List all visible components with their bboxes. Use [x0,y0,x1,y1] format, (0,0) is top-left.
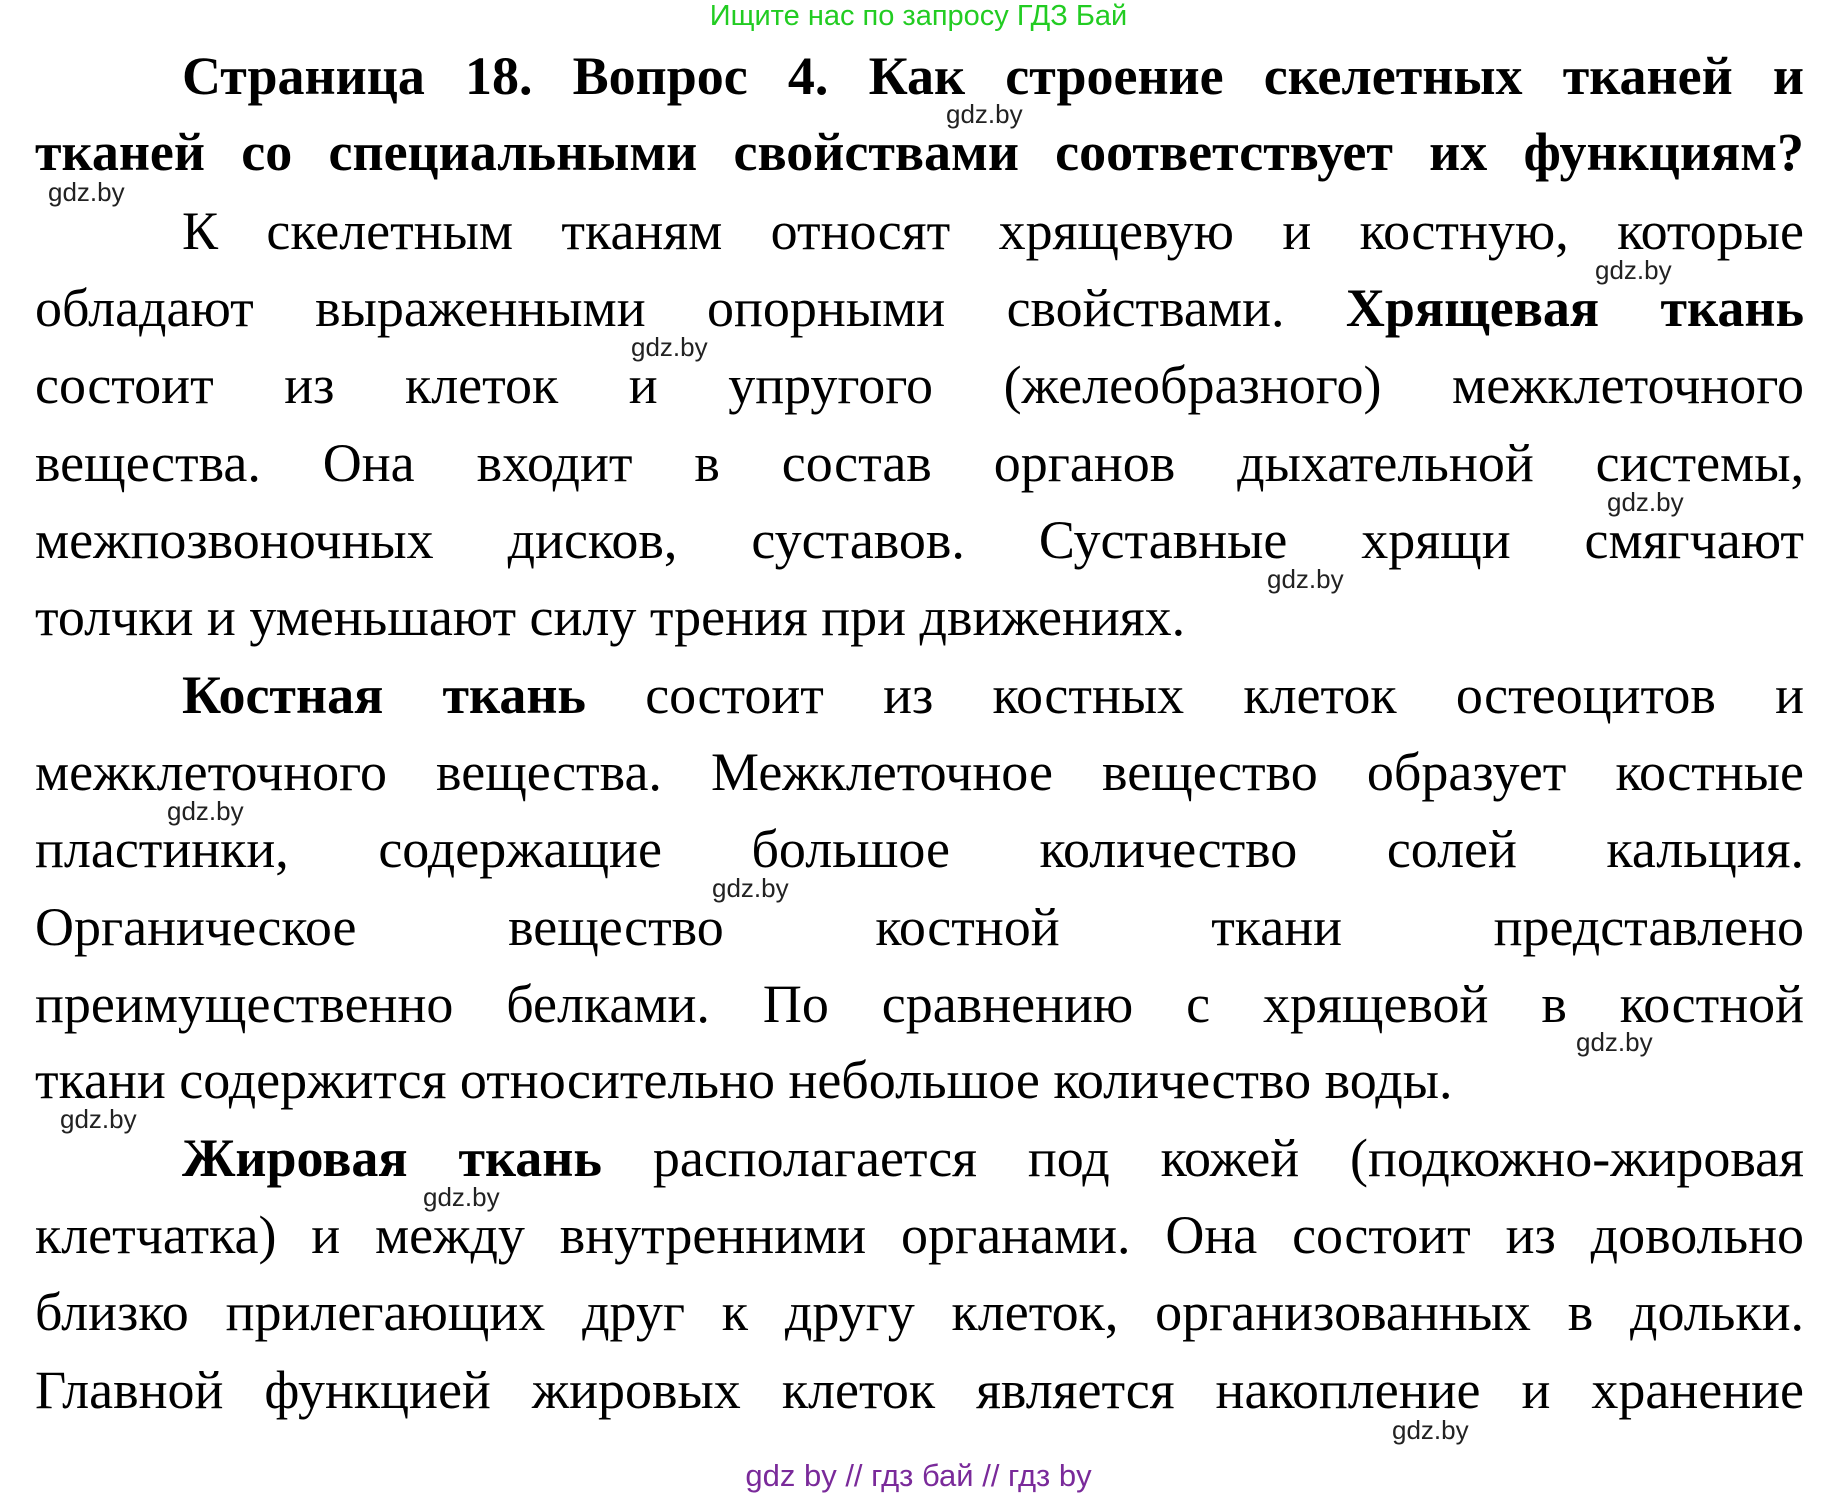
text-span: пластинки, содержащие большое количество солей кальция. [35,819,1804,879]
bold-term: Страница 18. Вопрос 4. Как строение скелетных тканей и [182,46,1804,106]
text-line [35,1360,1804,1420]
text-span: обладают выраженными опорными свойствами. [35,278,1346,338]
text-line [35,897,1804,957]
text-line [182,1128,1804,1188]
gdz-watermark: gdz.by [1267,564,1344,594]
text-span: состоит из клеток и упругого (желеобразного) межклеточного [35,355,1804,415]
footer-links[interactable]: gdz by // гдз бай // гдз by [745,1458,1092,1493]
question-title-line [35,122,1804,182]
text-line [35,742,1804,802]
gdz-watermark: gdz.by [1576,1027,1653,1057]
gdz-watermark: gdz.by [1392,1415,1469,1445]
text-line [35,510,1804,570]
gdz-watermark: gdz.by [946,99,1023,129]
text-line [35,1205,1804,1265]
text-span: К скелетным тканям относят хрящевую и костную, которые [182,201,1804,261]
gdz-watermark: gdz.by [712,873,789,903]
gdz-watermark: gdz.by [167,796,244,826]
text-span: межпозвоночных дисков, суставов. Суставные хрящи смягчают [35,510,1804,570]
text-line [182,201,1804,261]
bold-term: Жировая ткань [182,1128,602,1188]
text-span: Органическое вещество костной ткани представлено [35,897,1804,957]
question-title-line [182,46,1804,106]
bold-term: Костная ткань [182,665,586,725]
text-span: вещества. Она входит в состав органов дыхательной системы, [35,433,1804,493]
text-span: располагается под кожей (подкожно-жировая [601,1128,1804,1188]
text-span: клетчатка) и между внутренними органами. Она состоит из довольно [35,1205,1804,1265]
text-span: преимущественно белками. По сравнению с хрящевой в костной [35,974,1804,1034]
search-banner: Ищите нас по запросу ГДЗ Бай [709,0,1128,32]
text-span: состоит из костных клеток остеоцитов и [586,665,1804,725]
text-line [35,278,1804,338]
bold-term: тканей со специальными свойствами соответствует их функциям? [35,122,1804,182]
text-span: Главной функцией жировых клеток является накопление и хранение [35,1360,1804,1420]
text-line [35,974,1804,1034]
gdz-watermark: gdz.by [631,332,708,362]
gdz-watermark: gdz.by [1595,255,1672,285]
gdz-watermark: gdz.by [1607,487,1684,517]
text-span: межклеточного вещества. Межклеточное вещество образует костные [35,742,1804,802]
bold-term: Хрящевая ткань [1345,278,1804,338]
text-span: ткани содержится относительно небольшое количество воды. [35,1050,1453,1110]
text-span: толчки и уменьшают силу трения при движениях. [35,587,1186,647]
text-line [35,355,1804,415]
text-span: близко прилегающих друг к другу клеток, организованных в дольки. [35,1282,1804,1342]
text-line [35,1050,1453,1110]
text-line [35,819,1804,879]
gdz-watermark: gdz.by [48,177,125,207]
text-line [35,1282,1804,1342]
gdz-watermark: gdz.by [423,1182,500,1212]
text-line [35,433,1804,493]
gdz-watermark: gdz.by [60,1104,137,1134]
text-line [182,665,1804,725]
text-line [35,587,1186,647]
